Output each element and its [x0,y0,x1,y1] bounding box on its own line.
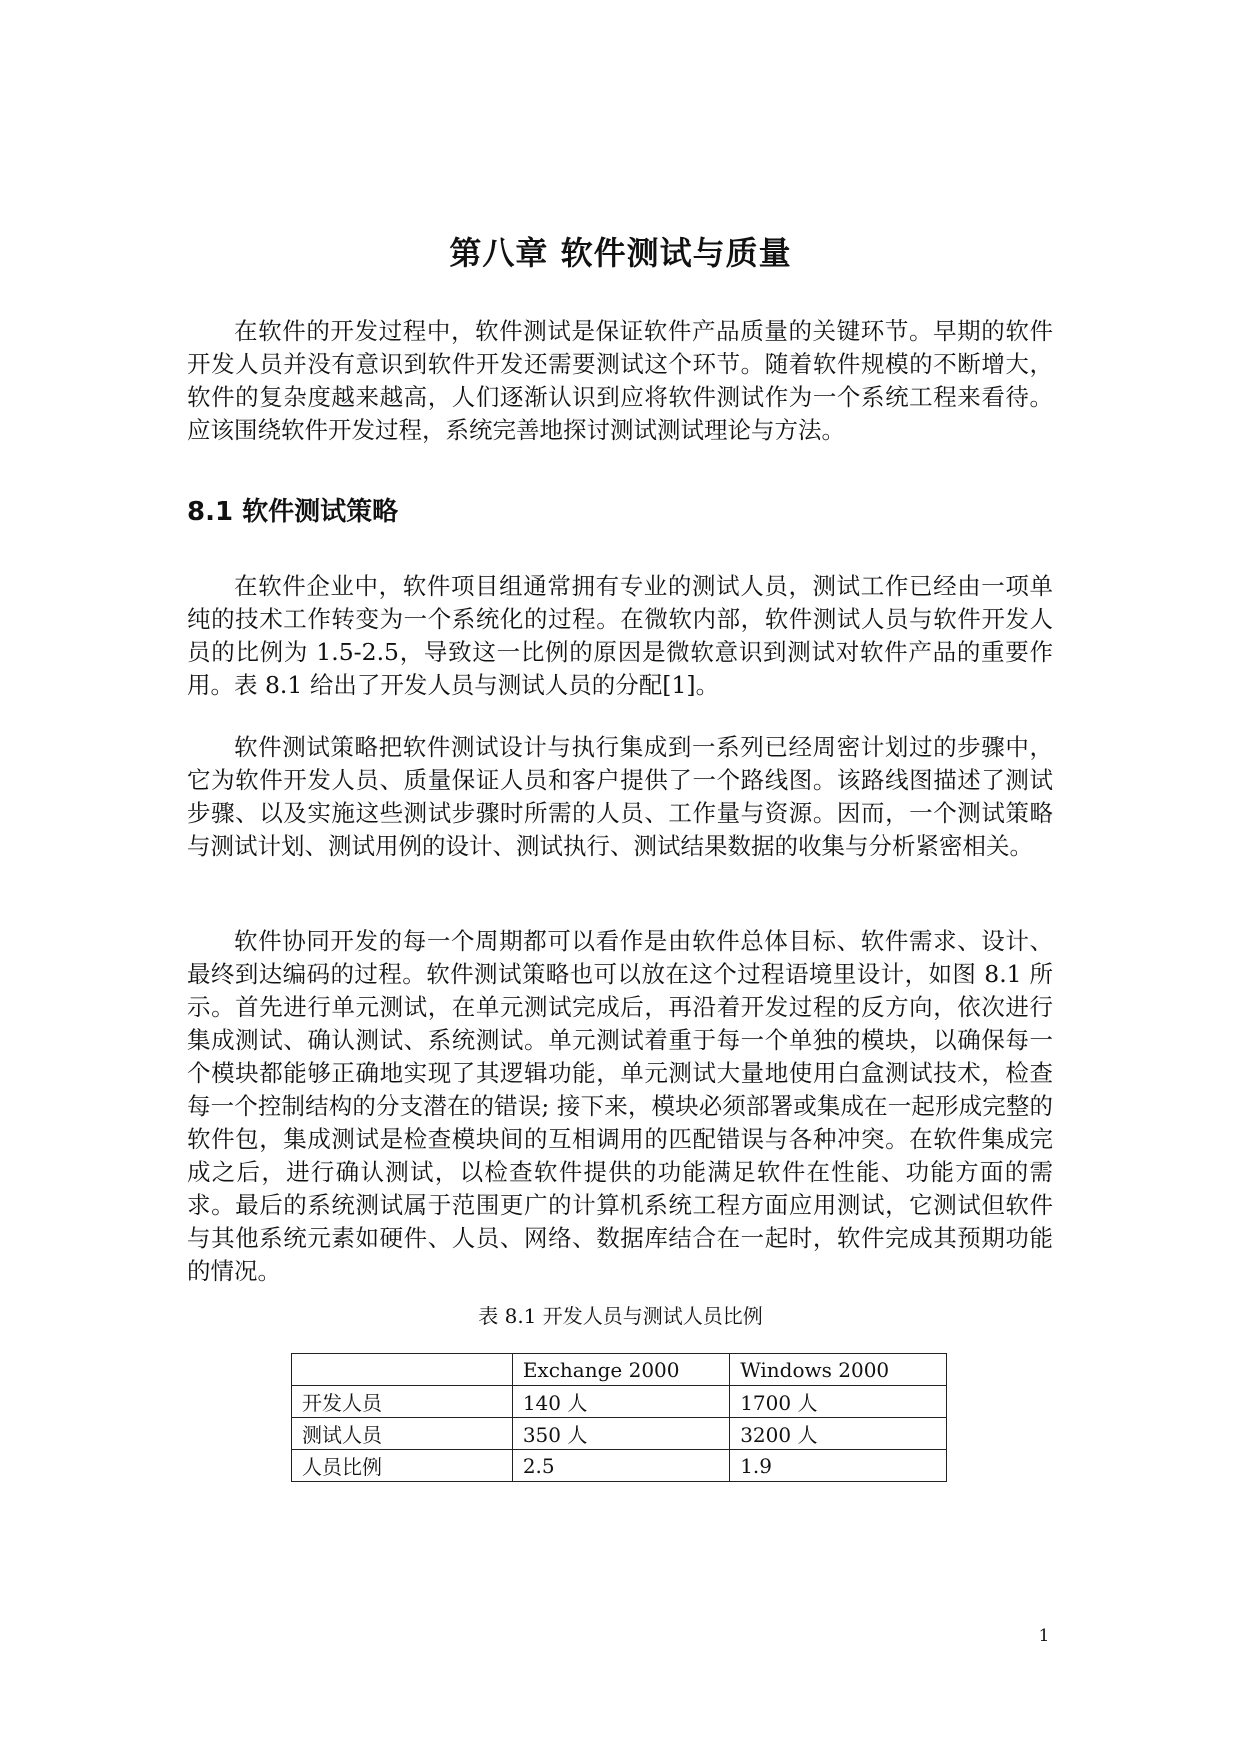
table-row [292,1450,947,1482]
table-cell: 140 人 [512,1386,729,1418]
table-cell: 1700 人 [730,1386,947,1418]
table-row [292,1418,947,1450]
intro-paragraph: 在软件的开发过程中，软件测试是保证软件产品质量的关键环节。早期的软件开发人员并没有意识到软件开发还需要测试这个环节。随着软件规模的不断增大，软件的复杂度越来越高，人们逐渐认识到应将软件测试作为一个系统工程来看待。应该围绕软件开发过程，系统完善地探讨测试测试理论与方法。 [187,317,1053,444]
chapter-title: 第八章 软件测试与质量 [449,234,792,272]
section-paragraph-2: 软件测试策略把软件测试设计与执行集成到一系列已经周密计划过的步骤中，它为软件开发人员、质量保证人员和客户提供了一个路线图。该路线图描述了测试步骤、以及实施这些测试步骤时所需的人员、工作量与资源。因而，一个测试策略与测试计划、测试用例的设计、测试执行、测试结果数据的收集与分析紧密相关。 [187,733,1053,860]
table-header-row [292,1354,947,1386]
section-title: 8.1 软件测试策略 [187,497,399,527]
table-row [292,1386,947,1418]
table-header-cell: Exchange 2000 [512,1354,729,1386]
section-paragraph-3: 软件协同开发的每一个周期都可以看作是由软件总体目标、软件需求、设计、最终到达编码的过程。软件测试策略也可以放在这个过程语境里设计，如图 8.1 所示。首先进行单元测试，在单元测试完成后，再沿着开发过程的反方向，依次进行集成测试、确认测试、系统测试。单元测试着重于每一个单独的模块，以确保每一个模块都能够正确地实现了其逻辑功能，单元测试大量地使用白盒测试技术，检查每一个控制结构的分支潜在的错误; 接下来，模块必须部署或集成在一起形成完整的软件包，集成测试是检查模块间的互相调用的匹配错误与各种冲突。在软件集成完成之后，进行确认测试，以检查软件提供的功能满足软件在性能、功能方面的需求。最后的系统测试属于范围更广的计算机系统工程方面应用测试，它测试但软件与其他系统元素如硬件、人员、网络、数据库结合在一起时，软件完成其预期功能的情况。 [187,927,1053,1285]
page-number: 1 [1038,1626,1050,1646]
table-header-cell: Windows 2000 [730,1354,947,1386]
section-paragraph-1: 在软件企业中，软件项目组通常拥有专业的测试人员，测试工作已经由一项单纯的技术工作转变为一个系统化的过程。在微软内部，软件测试人员与软件开发人员的比例为 1.5-2.5，导致这一比例的原因是微软意识到测试对软件产品的重要作用。表 8.1 给出了开发人员与测试人员的分配[1]。 [187,572,1053,699]
table-cell: 人员比例 [292,1450,513,1482]
table-cell: 开发人员 [292,1386,513,1418]
table-header-cell [292,1354,513,1386]
table-cell: 3200 人 [730,1418,947,1450]
table-caption: 表 8.1 开发人员与测试人员比例 [478,1304,763,1328]
staff-ratio-table [291,1353,947,1482]
table-cell: 1.9 [730,1450,947,1482]
table-cell: 测试人员 [292,1418,513,1450]
table-cell: 350 人 [512,1418,729,1450]
table-cell: 2.5 [512,1450,729,1482]
